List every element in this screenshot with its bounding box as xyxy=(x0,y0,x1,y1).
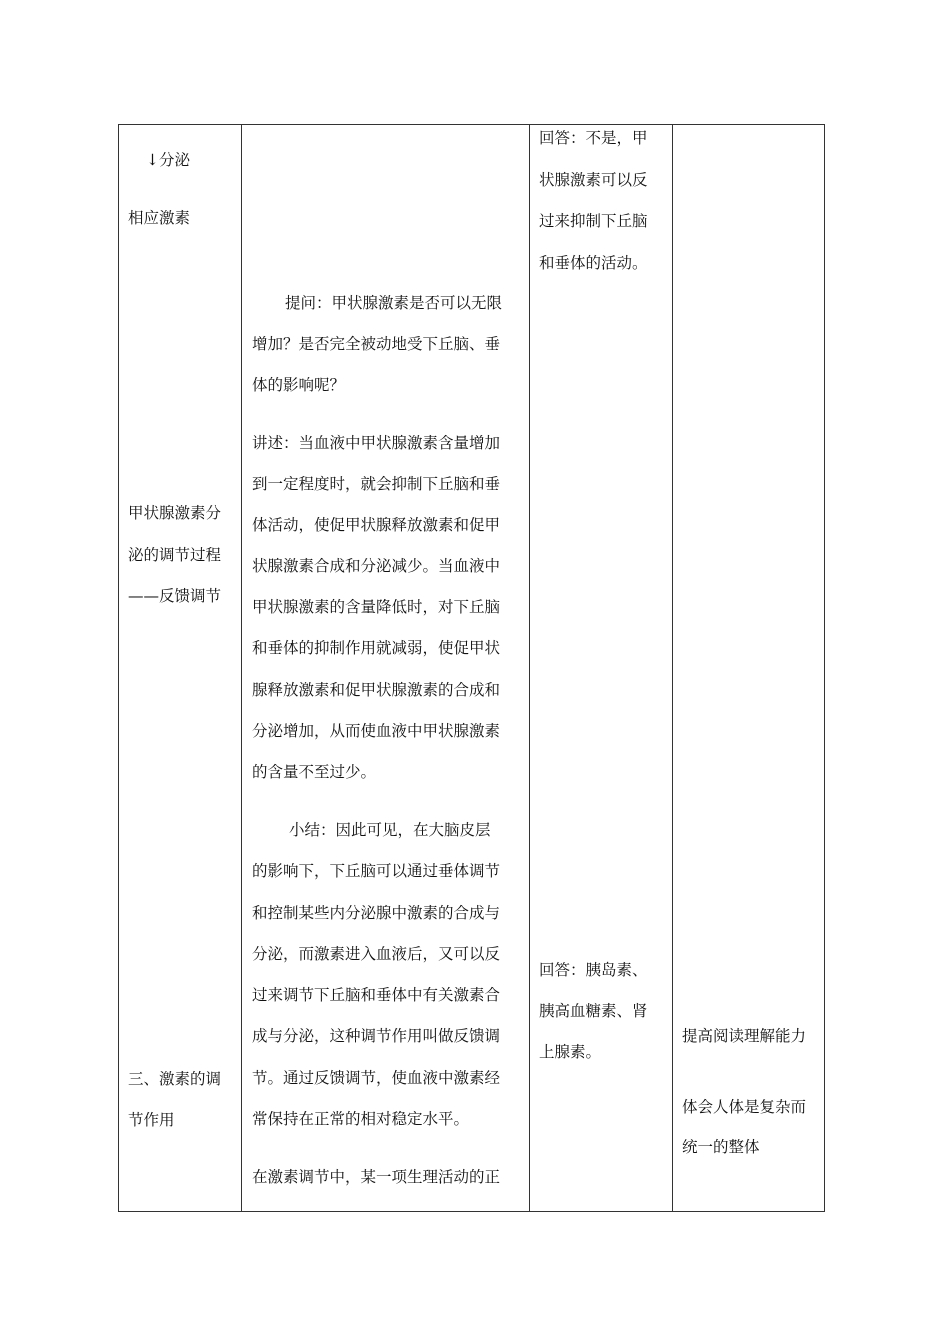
explain-line: 腺释放激素和促甲状腺激素的合成和 xyxy=(252,681,501,699)
summary-line: 成与分泌，这种调节作用叫做反馈调 xyxy=(252,1027,501,1045)
summary-line: 常保持在正常的相对稳定水平。 xyxy=(252,1110,470,1128)
question-line: 增加？是否完全被动地受下丘脑、垂 xyxy=(252,335,501,353)
summary-line: 过来调节下丘脑和垂体中有关激素合 xyxy=(252,986,501,1004)
goal-holistic-line: 统一的整体 xyxy=(682,1138,760,1156)
section-title-line: 节作用 xyxy=(128,1111,175,1129)
summary-line: 分泌，而激素进入血液后，又可以反 xyxy=(252,945,501,963)
feedback-title-line: 甲状腺激素分 xyxy=(128,504,222,522)
section-title-line: 三、激素的调 xyxy=(128,1070,222,1088)
col1-corresponding-hormone: 相应激素 xyxy=(128,209,191,227)
explain-line: 状腺激素合成和分泌减少。当血液中 xyxy=(252,557,501,575)
summary-line: 和控制某些内分泌腺中激素的合成与 xyxy=(252,904,501,922)
column-divider xyxy=(529,124,530,1212)
explain-line: 体活动，使促甲状腺释放激素和促甲 xyxy=(252,516,501,534)
column-divider xyxy=(241,124,242,1212)
answer1-line: 和垂体的活动。 xyxy=(539,254,648,272)
feedback-title-line: ——反馈调节 xyxy=(128,587,222,605)
answer2-line: 回答：胰岛素、 xyxy=(539,961,648,979)
explain-line: 到一定程度时，就会抑制下丘脑和垂 xyxy=(252,475,501,493)
answer1-line: 状腺激素可以反 xyxy=(539,171,648,189)
question-line: 提问：甲状腺激素是否可以无限 xyxy=(285,294,503,312)
summary-line: 小结：因此可见，在大脑皮层 xyxy=(289,821,491,839)
summary-line: 节。通过反馈调节，使血液中激素经 xyxy=(252,1069,501,1087)
explain-line: 讲述：当血液中甲状腺激素含量增加 xyxy=(252,434,501,452)
explain-line: 甲状腺激素的含量降低时，对下丘脑 xyxy=(252,598,501,616)
closing-line: 在激素调节中，某一项生理活动的正 xyxy=(252,1168,501,1186)
secrete-label: 分泌 xyxy=(159,151,191,169)
column-divider xyxy=(672,124,673,1212)
explain-line: 的含量不至过少。 xyxy=(252,763,377,781)
lesson-table xyxy=(118,124,825,1212)
summary-line: 的影响下，下丘脑可以通过垂体调节 xyxy=(252,862,501,880)
goal-holistic-line: 体会人体是复杂而 xyxy=(682,1098,807,1116)
answer2-line: 胰高血糖素、肾 xyxy=(539,1002,648,1020)
down-arrow-icon: ↓ xyxy=(146,151,159,169)
feedback-title-line: 泌的调节过程 xyxy=(128,546,222,564)
col1-secrete xyxy=(146,150,190,170)
explain-line: 和垂体的抑制作用就减弱，使促甲状 xyxy=(252,639,501,657)
explain-line: 分泌增加，从而使血液中甲状腺激素 xyxy=(252,722,501,740)
question-line: 体的影响呢？ xyxy=(252,376,346,394)
answer2-line: 上腺素。 xyxy=(539,1043,602,1061)
answer1-line: 回答：不是，甲 xyxy=(539,129,648,147)
goal-reading: 提高阅读理解能力 xyxy=(682,1027,807,1045)
answer1-line: 过来抑制下丘脑 xyxy=(539,212,648,230)
